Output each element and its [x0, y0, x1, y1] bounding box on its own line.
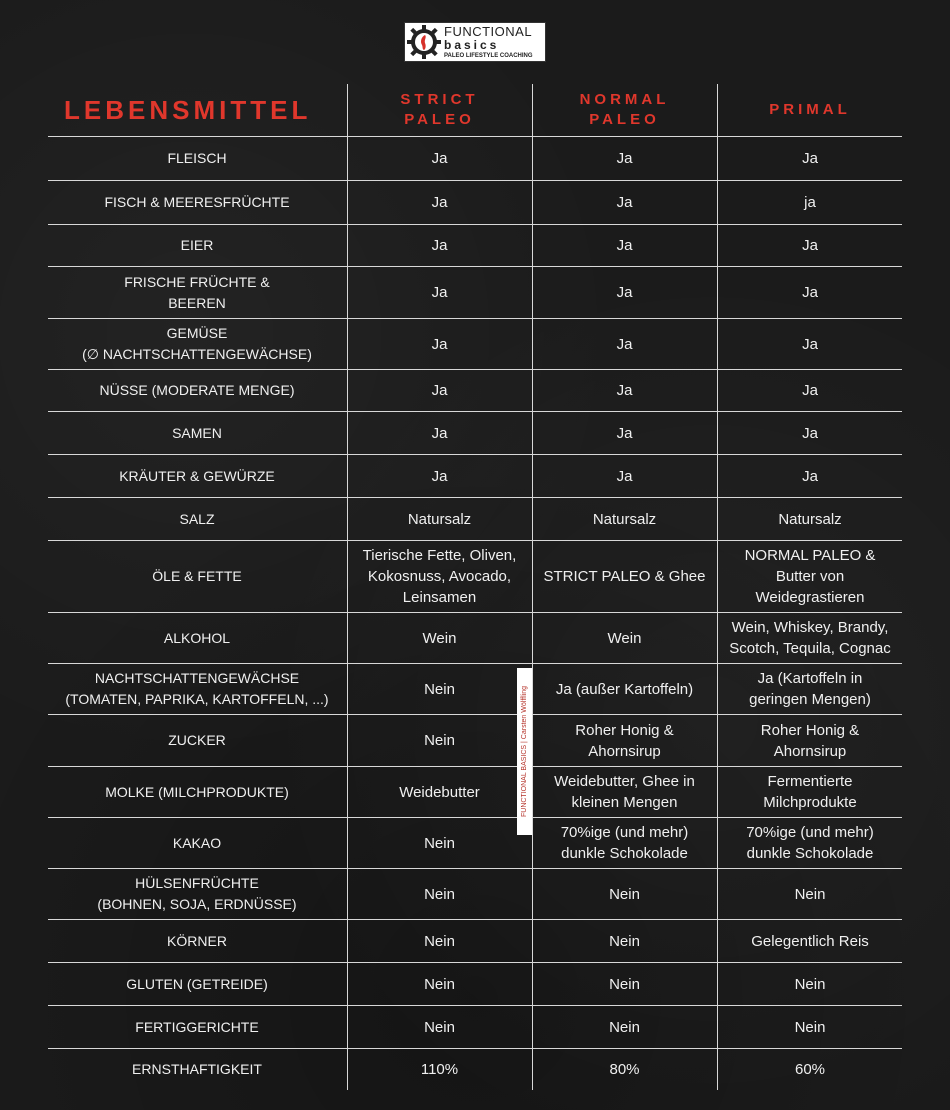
table-cell: Fermentierte Milchprodukte	[763, 773, 857, 811]
row-label-cell: KÖRNER	[167, 932, 227, 949]
row-label-cell: ERNSTHAFTIGKEIT	[132, 1061, 262, 1077]
table-cell: 70%ige (und mehr) dunkle Schokolade	[560, 824, 689, 862]
table-cell: Ja	[802, 335, 818, 353]
table-cell: Ja	[802, 284, 818, 301]
table-row	[48, 181, 902, 224]
table-cell: Ja	[616, 424, 633, 442]
table-cell: Natursalz	[592, 510, 657, 528]
table-cell: STRICT PALEO & Ghee	[543, 568, 706, 585]
table-cell: Weidebutter, Ghee in kleinen Mengen	[554, 773, 695, 811]
table-cell: Tierische Fette, Oliven, Kokosnuss, Avocado, Leinsamen	[362, 547, 517, 606]
functional-basics-logo	[404, 22, 546, 62]
table-cell: Ja	[616, 382, 633, 399]
table-row	[48, 370, 902, 411]
table-cell: Ja	[431, 284, 448, 301]
table-cell: Ja	[616, 194, 633, 211]
logo-line-basics: basics	[444, 38, 500, 52]
table-cell: Ja	[431, 335, 448, 353]
gear-foot-icon	[407, 23, 441, 61]
table-cell: Ja	[431, 150, 448, 167]
table-cell: Ja	[616, 335, 633, 353]
table-row	[48, 267, 902, 318]
table-cell: Ja	[802, 467, 818, 485]
row-label-cell: HÜLSENFRÜCHTE (BOHNEN, SOJA, ERDNÜSSE)	[97, 875, 297, 912]
table-cell: Ja	[802, 237, 818, 254]
table-cell: 70%ige (und mehr) dunkle Schokolade	[746, 824, 874, 862]
table-cell: Roher Honig & Ahornsirup	[760, 721, 860, 760]
table-row	[48, 715, 902, 766]
table-cell: Nein	[424, 975, 455, 993]
row-label-cell: SAMEN	[172, 424, 222, 441]
row-label-cell: FISCH & MEERESFRÜCHTE	[104, 194, 290, 210]
row-label-cell: ZUCKER	[168, 732, 226, 748]
table-cell: Wein	[422, 629, 457, 647]
table-cell: Gelegentlich Reis	[751, 932, 869, 950]
table-row	[48, 455, 902, 497]
table-cell: Nein	[794, 975, 826, 993]
table-row	[48, 137, 902, 180]
table-cell: Ja	[616, 467, 633, 485]
table-cell: Ja	[616, 237, 633, 254]
table-cell: Nein	[794, 1018, 826, 1036]
logo-tagline: PALEO LIFESTYLE COACHING	[444, 53, 533, 59]
row-label-cell: EIER	[180, 237, 214, 253]
table-cell: Ja	[616, 150, 633, 167]
row-label-cell: ÖLE & FETTE	[152, 568, 242, 584]
row-label-cell: FRISCHE FRÜCHTE & BEEREN	[124, 273, 270, 311]
row-label-cell: NACHTSCHATTENGEWÄCHSE (TOMATEN, PAPRIKA, KARTOFFELN, ...)	[65, 670, 329, 707]
table-row	[48, 664, 902, 714]
table-cell: Nein	[424, 1018, 455, 1036]
table-row	[48, 319, 902, 369]
table-row	[48, 613, 902, 663]
table-row	[48, 1049, 902, 1090]
table-cell: Nein	[424, 834, 455, 852]
row-label-cell: KRÄUTER & GEWÜRZE	[119, 467, 275, 484]
table-cell: Nein	[424, 680, 455, 698]
table-row	[48, 920, 902, 962]
table-cell: Natursalz	[778, 510, 842, 528]
table-row	[48, 412, 902, 454]
row-label-cell: NÜSSE (MODERATE MENGE)	[99, 382, 295, 398]
table-cell: 80%	[609, 1061, 640, 1078]
table-cell: Nein	[794, 885, 826, 903]
table-row	[48, 1006, 902, 1048]
table-cell: ja	[804, 194, 816, 211]
row-label-cell: SALZ	[179, 510, 215, 527]
table-cell: NORMAL PALEO & Butter von Weidegrastieren	[744, 547, 876, 606]
row-label-cell: FLEISCH	[167, 150, 227, 166]
table-cell: Ja	[802, 424, 818, 442]
table-cell: Natursalz	[407, 510, 472, 528]
row-label-cell: GEMÜSE (∅ NACHTSCHATTENGEWÄCHSE)	[82, 325, 312, 362]
table-cell: Ja	[431, 382, 448, 399]
table-row	[48, 225, 902, 266]
table-cell: Ja	[802, 382, 818, 399]
table-cell: Wein	[607, 629, 642, 647]
watermark-label	[517, 668, 532, 835]
table-row	[48, 818, 902, 868]
table-cell: Ja	[616, 284, 633, 301]
table-cell: Nein	[424, 732, 455, 749]
column-header-primal: PRIMAL	[769, 101, 851, 118]
column-header-lebensmittel: LEBENSMITTEL	[64, 94, 312, 125]
table-cell: Nein	[424, 932, 455, 950]
table-cell: Nein	[424, 885, 455, 903]
table-cell: Wein, Whiskey, Brandy, Scotch, Tequila, Cognac	[729, 619, 891, 657]
table-cell: Nein	[609, 975, 640, 993]
table-cell: Weidebutter	[399, 783, 480, 801]
table-cell: Nein	[609, 932, 640, 950]
column-header-strict-paleo: STRICT PALEO	[400, 91, 479, 128]
table-cell: Roher Honig & Ahornsirup	[575, 721, 674, 760]
table-cell: Nein	[609, 885, 640, 903]
table-row	[48, 541, 902, 612]
table-cell: Ja (Kartoffeln in geringen Mengen)	[749, 670, 871, 708]
row-label-cell: ALKOHOL	[163, 629, 231, 646]
row-label-cell: KAKAO	[172, 834, 222, 851]
table-cell: 110%	[420, 1061, 459, 1078]
table-cell: Ja (außer Kartoffeln)	[555, 680, 694, 698]
table-cell: Ja	[802, 150, 818, 167]
row-label-cell: FERTIGGERICHTE	[135, 1018, 259, 1035]
table-row	[48, 498, 902, 540]
row-label-cell: GLUTEN (GETREIDE)	[126, 975, 268, 992]
table-cell: Ja	[431, 194, 448, 211]
column-header-normal-paleo: NORMAL PALEO	[579, 91, 670, 128]
row-label-cell: MOLKE (MILCHPRODUKTE)	[105, 783, 289, 800]
table-row	[48, 963, 902, 1005]
table-row	[48, 767, 902, 817]
table-cell: 60%	[794, 1061, 826, 1078]
table-row	[48, 869, 902, 919]
table-cell: Ja	[431, 467, 448, 485]
table-cell: Nein	[609, 1018, 640, 1036]
logo-line-functional: FUNCTIONAL	[444, 24, 533, 39]
watermark-text: FUNCTIONAL BASICS | Carsten Wölffling	[521, 686, 528, 817]
table-cell: Ja	[431, 424, 448, 442]
table-cell: Ja	[431, 237, 448, 254]
